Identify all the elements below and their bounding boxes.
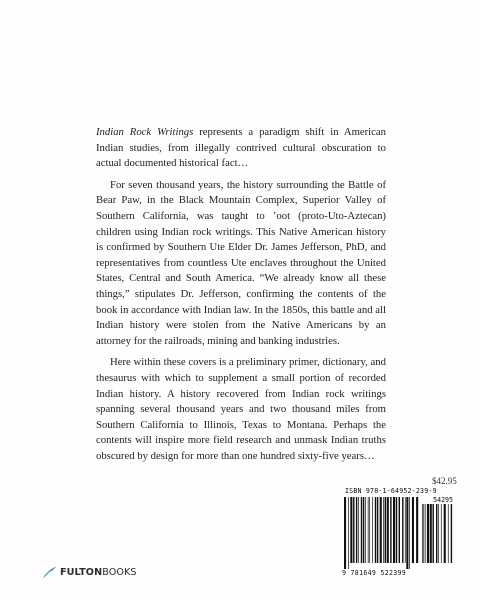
barcode-bar: [372, 497, 373, 563]
publisher-name-bold: FULTON: [60, 566, 103, 578]
barcode-bars-main: [344, 497, 420, 569]
blurb-paragraph-3: Here within these covers is a preliminary primer, dictionary, and thesaurus with which to supplement a small portion of recorded Indian history. A history recovered from Indian rock writings spanning several thousand years and two thousand miles from Southern California to Illinois, Texas to Montana. Perhaps the contents will inspire more field research and unmask Indian truths obscured by design for more than one hundred sixty-five years…: [96, 356, 386, 462]
back-cover-blurb: [96, 125, 386, 470]
barcode-bar: [393, 497, 395, 563]
isbn-text: ISBN 978-1-64952-239-9: [345, 487, 437, 495]
barcode-bar: [406, 497, 408, 569]
barcode-bar: [427, 504, 429, 563]
barcode-bar: [365, 497, 366, 563]
barcode-bar: [369, 497, 370, 563]
isbn-barcode: [342, 487, 457, 577]
barcode-bar: [438, 504, 439, 563]
publisher-name-light: BOOKS: [102, 566, 137, 578]
barcode-bar: [430, 504, 432, 563]
blurb-paragraph-1: [96, 125, 386, 172]
barcode-bar: [375, 497, 376, 563]
barcode-addon-number: 54295: [433, 496, 453, 504]
barcode-bar: [412, 497, 414, 563]
barcode-bar: [348, 497, 349, 569]
barcode-bar: [363, 497, 364, 563]
barcode-bar: [448, 504, 449, 563]
barcode-bar: [385, 497, 386, 563]
barcode-bar: [361, 497, 362, 563]
publisher-logo: [42, 565, 137, 579]
barcode-bar: [425, 504, 426, 563]
barcode-bar: [409, 497, 410, 569]
barcode-bar: [377, 497, 378, 563]
barcode-bar: [387, 497, 389, 563]
price-label: $42.95: [432, 476, 457, 486]
barcode-bar: [356, 497, 357, 563]
barcode-bar: [402, 497, 403, 563]
barcode-bar: [383, 497, 384, 563]
blurb-paragraph-2: For seven thousand years, the history surrounding the Battle of Bear Paw, in the Black Mountain Complex, Superior Valley of Southern California, was taught to ’oot (proto-Uto-Aztecan) children using Indian rock writings. This Native American history is confirmed by Southern Ute Elder Dr. James Jefferson, PhD, and representatives from countless Ute enclaves throughout the United States, Central and South America. “We already know all these things,” stipulates Dr. Jefferson, confirming the contents of the book in accordance with Indian law. In the 1850s, this battle and all Indian history were stolen from the Native Americans by an attorney for the railroads, mining and banking industries.: [96, 178, 386, 347]
barcode-digits: 9 781649 522399: [342, 569, 407, 577]
publisher-name: [60, 567, 137, 578]
barcode-bar: [444, 504, 446, 563]
barcode-bar: [423, 504, 424, 563]
quill-icon: [42, 565, 58, 579]
barcode-bar: [441, 504, 442, 563]
barcode-bar: [436, 504, 437, 563]
barcode-bar: [368, 497, 369, 563]
blurb-paragraph-1-text: represents a paradigm shift in American Indian studies, from illegally contrived cultural obscuration to actual documented historical fact…: [96, 126, 386, 170]
barcode-bar: [396, 497, 397, 563]
barcode-bar: [433, 504, 434, 563]
barcode-bar: [358, 497, 359, 563]
book-title-italic: Indian Rock Writings: [96, 126, 194, 138]
barcode-bar: [422, 504, 423, 563]
barcode-bar: [399, 497, 400, 563]
barcode-bar: [353, 497, 354, 563]
barcode-bar: [416, 497, 418, 563]
barcode-bars-addon: [422, 504, 454, 569]
barcode-bar: [350, 497, 352, 563]
barcode-bar: [405, 497, 406, 563]
barcode-bar: [390, 497, 391, 563]
barcode-bar: [380, 497, 382, 563]
barcode-bar: [451, 504, 452, 563]
barcode-bar: [344, 497, 346, 569]
